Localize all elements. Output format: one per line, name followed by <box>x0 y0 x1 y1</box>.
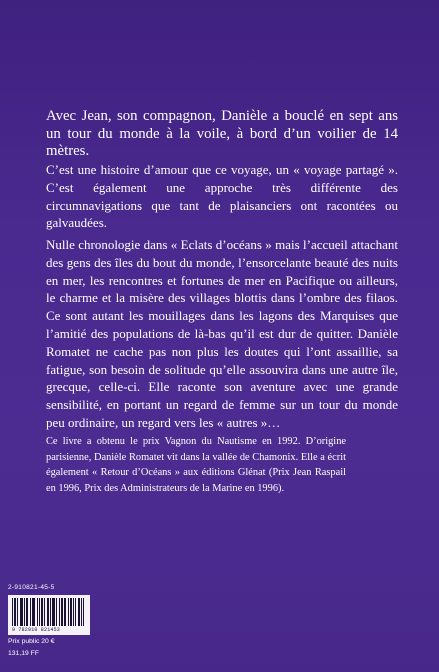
price-label: Prix public 20 € <box>8 638 55 645</box>
intro-paragraph: Avec Jean, son compagnon, Danièle a bouclé en sept ans un tour du monde à la voile, à bord d’un voilier de 14 mètres. <box>46 108 398 159</box>
barcode-digits: 9 782910 821453 <box>12 627 61 633</box>
author-bio: Ce livre a obtenu le prix Vagnon du Nautisme en 1992. D’origine parisienne, Danièle Romatet vit dans la vallée de Chamonix. Elle a écrit également « Retour d’Océans » aux éditions Glénat (Prix Jean Raspail en 1996, Prix des Administrateurs de la Marine en 1996). <box>46 436 346 494</box>
barcode-block <box>8 584 128 658</box>
isbn-label: 2-910821-45-5 <box>8 584 55 591</box>
barcode-bars <box>12 598 86 626</box>
description-paragraph: Nulle chronologie dans « Eclats d’océans » mais l’accueil attachant des gens des îles du bout du monde, l’ensorcelante beauté des nuits en mer, les rencontres et fortunes de mer en Pacifique ou ailleurs, le charme et la misère des villages blottis dans l’ombre des filaos. Ce sont autant les mouillages dans les lagons des Marquises que l’amitié des populations de là-bas qu’il est dur de quitter. Danièle Romatet ne cache pas non plus les doutes qui l’ont assaillie, sa fatigue, son besoin de solitude qu’elle assouvira dans une autre île, grecque, celle-ci. Elle raconte son aventure avec une grande sensibilité, en portant un regard de femme sur un tour du monde peu ordinaire, un regard vers les « autres »… <box>46 237 398 430</box>
barcode <box>8 595 90 635</box>
summary-paragraph: C’est une histoire d’amour que ce voyage, un « voyage partagé ». C’est également une approche très différente des circumnavigations que tant de plaisanciers ont racontées ou galvaudées. <box>46 162 398 231</box>
price-francs-label: 131,19 FF <box>8 649 39 657</box>
